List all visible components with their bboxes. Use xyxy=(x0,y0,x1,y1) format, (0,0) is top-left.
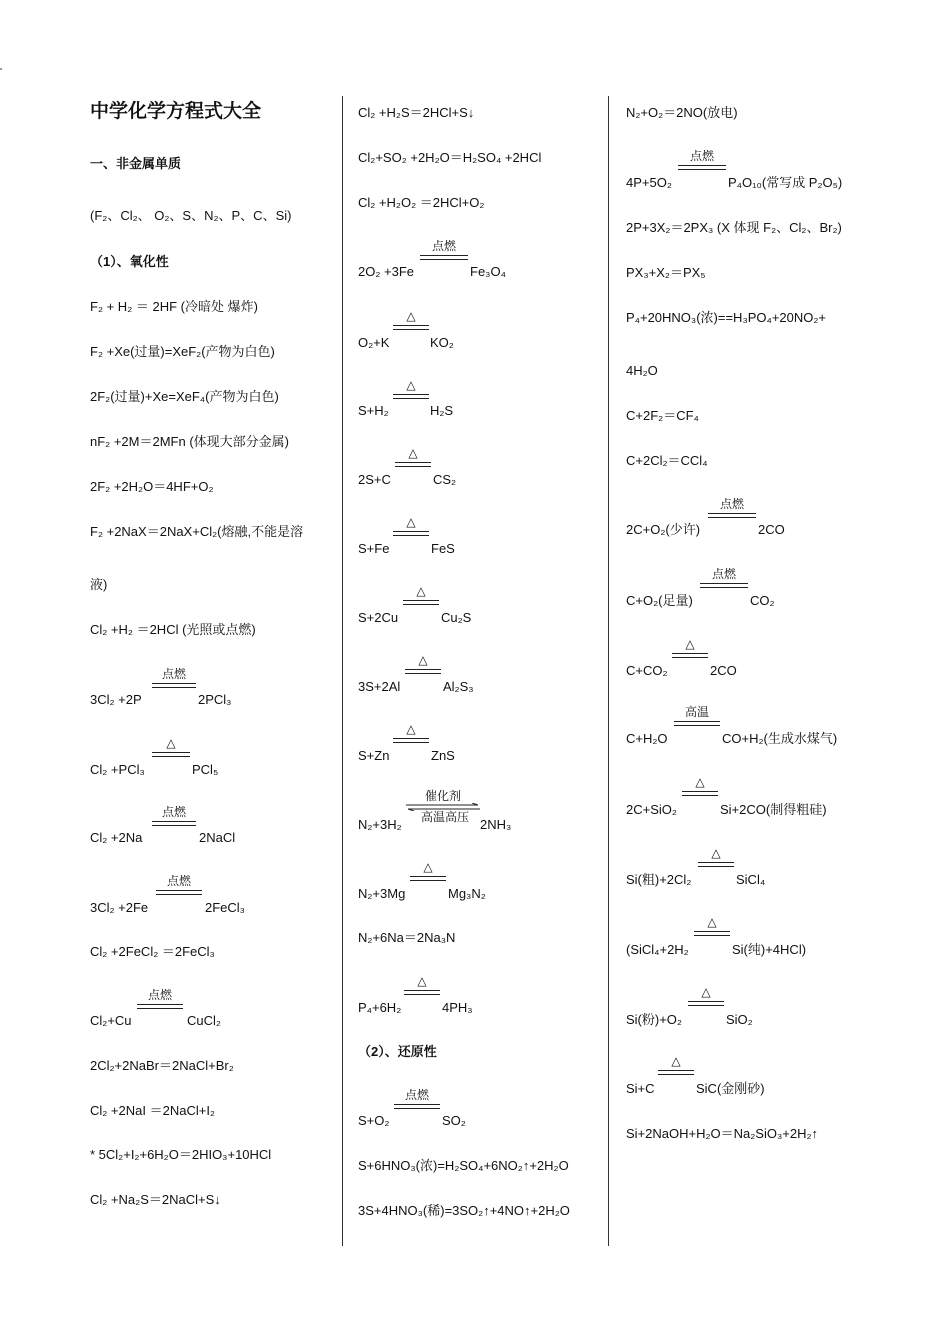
equation-right: FeS xyxy=(431,541,455,556)
reaction-sign xyxy=(152,821,196,826)
condition-label: △ xyxy=(406,722,416,736)
subsection-oxidation: （1）、氧化性 xyxy=(90,254,169,269)
equation-left: Cl₂+Cu xyxy=(90,1013,132,1028)
equation-right: Mg₃N₂ xyxy=(448,886,486,901)
condition-label: 高温高压 xyxy=(420,810,469,824)
equation-line: 液) xyxy=(90,577,108,592)
equation-line: PX₃+X₂＝PX₅ xyxy=(626,265,706,280)
equation-left: 4P+5O₂ xyxy=(626,175,672,190)
equation-right: KO₂ xyxy=(430,335,454,350)
equation-right: 2CO xyxy=(710,663,737,678)
equation-left: S+Zn xyxy=(358,748,390,763)
condition-label: 催化剂 xyxy=(424,789,461,803)
equation-line: C+2Cl₂＝CCl₄ xyxy=(626,453,708,468)
condition-label: 点燃 xyxy=(161,805,186,819)
equation-line: Cl₂ +Na₂S＝2NaCl+S↓ xyxy=(90,1192,221,1207)
condition-label: △ xyxy=(166,736,176,750)
reaction-sign xyxy=(137,1004,183,1009)
equation-right: CO+H₂(生成水煤气) xyxy=(722,731,838,746)
equation-right: SiC(金刚砂) xyxy=(696,1081,765,1096)
equation-right: 2PCl₃ xyxy=(198,692,232,707)
reaction-sign xyxy=(682,791,718,796)
reaction-sign xyxy=(404,990,440,995)
equation-line: 3S+4HNO₃(稀)=3SO₂↑+4NO↑+2H₂O xyxy=(358,1203,570,1218)
equation-line: Cl₂ +2FeCl₂ ＝2FeCl₃ xyxy=(90,944,215,959)
equation-right: CO₂ xyxy=(750,593,775,608)
equation-left: S+Fe xyxy=(358,541,390,556)
elements-list: (F₂、Cl₂、 O₂、S、N₂、P、C、Si) xyxy=(90,208,292,223)
equation-left: 2S+C xyxy=(358,472,391,487)
condition-label: △ xyxy=(417,974,427,988)
equation-left: C+O₂(足量) xyxy=(626,593,693,608)
reaction-sign xyxy=(403,600,439,605)
equation-right: 2NaCl xyxy=(199,830,236,845)
equation-right: PCl₅ xyxy=(192,762,219,777)
reaction-sign xyxy=(152,752,190,757)
equation-line: Cl₂ +H₂ ＝2HCl (光照或点燃) xyxy=(90,622,256,637)
condition-label: △ xyxy=(406,378,416,392)
equation-line: Cl₂ +2NaI ＝2NaCl+I₂ xyxy=(90,1103,215,1118)
equation-line: Cl₂ +H₂S＝2HCl+S↓ xyxy=(358,105,475,120)
condition-label: △ xyxy=(408,446,418,460)
equation-right: CS₂ xyxy=(433,472,457,487)
condition-label: △ xyxy=(685,637,695,651)
equation-left: S+2Cu xyxy=(358,610,399,625)
condition-label: △ xyxy=(418,653,428,667)
condition-label: △ xyxy=(406,515,416,529)
equation-left: P₄+6H₂ xyxy=(358,1000,402,1015)
reaction-sign xyxy=(393,531,429,536)
condition-label: △ xyxy=(416,584,426,598)
subsection-reduction: （2）、还原性 xyxy=(358,1044,437,1059)
condition-label: 点燃 xyxy=(719,497,744,511)
condition-label: 点燃 xyxy=(147,988,172,1002)
page-title: 中学化学方程式大全 xyxy=(90,101,262,122)
equation-line: 2F₂(过量)+Xe=XeF₄(产物为白色) xyxy=(90,389,279,404)
condition-label: △ xyxy=(711,846,721,860)
equation-left: 2C+O₂(少许) xyxy=(626,522,701,537)
equation-left: Cl₂ +PCl₃ xyxy=(90,762,145,777)
equation-right: CuCl₂ xyxy=(187,1013,221,1028)
equation-line: P₄+20HNO₃(浓)==H₃PO₄+20NO₂+ xyxy=(626,310,827,325)
equation-right: H₂S xyxy=(430,403,454,418)
reaction-sign xyxy=(708,513,756,518)
equation-right: Si+2CO(制得粗硅) xyxy=(720,802,827,817)
equation-left: Cl₂ +2Na xyxy=(90,830,143,845)
equation-right: 2CO xyxy=(758,522,785,537)
equation-right: SO₂ xyxy=(442,1113,466,1128)
reaction-sign xyxy=(672,653,708,658)
equation-left: 3S+2Al xyxy=(358,679,401,694)
equation-right: Fe₃O₄ xyxy=(470,264,506,279)
condition-label: 点燃 xyxy=(161,667,186,681)
equation-right: SiO₂ xyxy=(726,1012,753,1027)
condition-label: △ xyxy=(406,309,416,323)
condition-label: 点燃 xyxy=(689,149,714,163)
section-heading: 一、非金属单质 xyxy=(90,156,182,171)
equation-line: Cl₂ +H₂O₂ ＝2HCl+O₂ xyxy=(358,195,485,210)
equation-left: 2O₂ +3Fe xyxy=(358,264,414,279)
equation-line: 2Cl₂+2NaBr＝2NaCl+Br₂ xyxy=(90,1058,234,1073)
condition-label: △ xyxy=(671,1054,681,1068)
corner-mark xyxy=(0,68,2,70)
equation-left: Si(粗)+2Cl₂ xyxy=(626,872,692,887)
equation-line: N₂+O₂＝2NO(放电) xyxy=(626,105,738,120)
reaction-sign xyxy=(393,738,429,743)
reaction-sign xyxy=(393,325,429,330)
condition-label: 高温 xyxy=(684,705,709,719)
equation-line: C+2F₂＝CF₄ xyxy=(626,408,699,423)
reaction-sign xyxy=(394,1104,440,1109)
equation-line: Cl₂+SO₂ +2H₂O＝H₂SO₄ +2HCl xyxy=(358,150,542,165)
equation-line: 2P+3X₂＝2PX₃ (X 体现 F₂、Cl₂、Br₂) xyxy=(626,220,842,235)
column-2 xyxy=(358,0,618,1344)
equation-left: 3Cl₂ +2P xyxy=(90,692,142,707)
reaction-sign xyxy=(694,931,730,936)
equation-right: 4PH₃ xyxy=(442,1000,473,1015)
condition-label: 点燃 xyxy=(166,874,191,888)
reaction-sign xyxy=(410,876,446,881)
equation-left: (SiCl₄+2H₂ xyxy=(626,942,689,957)
reaction-sign xyxy=(700,583,748,588)
equation-right: Al₂S₃ xyxy=(443,679,474,694)
equation-left: N₂+3H₂ xyxy=(358,817,402,832)
column-3 xyxy=(626,0,886,1344)
reaction-sign xyxy=(152,683,196,688)
equation-line: S+6HNO₃(浓)=H₂SO₄+6NO₂↑+2H₂O xyxy=(358,1158,569,1173)
condition-label: △ xyxy=(423,860,433,874)
reaction-sign xyxy=(688,1001,724,1006)
equation-right: P₄O₁₀(常写成 P₂O₅) xyxy=(728,175,843,190)
equation-right: Si(纯)+4HCl) xyxy=(732,942,807,957)
equation-line: F₂ + H₂ ＝ 2HF (冷暗处 爆炸) xyxy=(90,299,258,314)
equation-right: Cu₂S xyxy=(441,610,472,625)
reaction-sign xyxy=(156,890,202,895)
equation-left: O₂+K xyxy=(358,335,390,350)
equation-right: 2FeCl₃ xyxy=(205,900,245,915)
equation-left: Si+C xyxy=(626,1081,655,1096)
column-1 xyxy=(90,0,350,1344)
equation-left: 2C+SiO₂ xyxy=(626,802,677,817)
equation-left: C+CO₂ xyxy=(626,663,668,678)
reaction-sign xyxy=(678,165,726,170)
equation-right: 2NH₃ xyxy=(480,817,512,832)
equation-left: Si(粉)+O₂ xyxy=(626,1012,682,1027)
equation-left: S+O₂ xyxy=(358,1113,390,1128)
condition-label: △ xyxy=(701,985,711,999)
equation-line: nF₂ +2M＝2MFn (体现大部分金属) xyxy=(90,434,289,449)
condition-label: 点燃 xyxy=(711,567,736,581)
reaction-sign xyxy=(395,462,431,467)
equation-line: 2F₂ +2H₂O＝4HF+O₂ xyxy=(90,479,214,494)
equation-line: F₂ +2NaX＝2NaX+Cl₂(熔融,不能是溶 xyxy=(90,524,304,539)
equation-left: C+H₂O xyxy=(626,731,668,746)
equation-line: 4H₂O xyxy=(626,363,658,378)
equation-line: Si+2NaOH+H₂O＝Na₂SiO₃+2H₂↑ xyxy=(626,1126,819,1141)
reaction-sign xyxy=(405,669,441,674)
equation-left: 3Cl₂ +2Fe xyxy=(90,900,149,915)
equation-left: N₂+3Mg xyxy=(358,886,406,901)
equation-line: N₂+6Na＝2Na₃N xyxy=(358,930,456,945)
reaction-sign xyxy=(658,1070,694,1075)
condition-label: △ xyxy=(707,915,717,929)
equation-line: * 5Cl₂+I₂+6H₂O＝2HIO₃+10HCl xyxy=(90,1147,272,1162)
equation-line: F₂ +Xe(过量)=XeF₂(产物为白色) xyxy=(90,344,275,359)
equation-right: ZnS xyxy=(431,748,455,763)
equation-right: SiCl₄ xyxy=(736,872,766,887)
condition-label: 点燃 xyxy=(431,239,456,253)
equation-left: S+H₂ xyxy=(358,403,389,418)
reaction-sign xyxy=(674,721,720,726)
condition-label: △ xyxy=(695,775,705,789)
condition-label: 点燃 xyxy=(404,1088,429,1102)
reaction-sign xyxy=(698,862,734,867)
reaction-sign xyxy=(420,255,468,260)
reaction-sign xyxy=(393,394,429,399)
